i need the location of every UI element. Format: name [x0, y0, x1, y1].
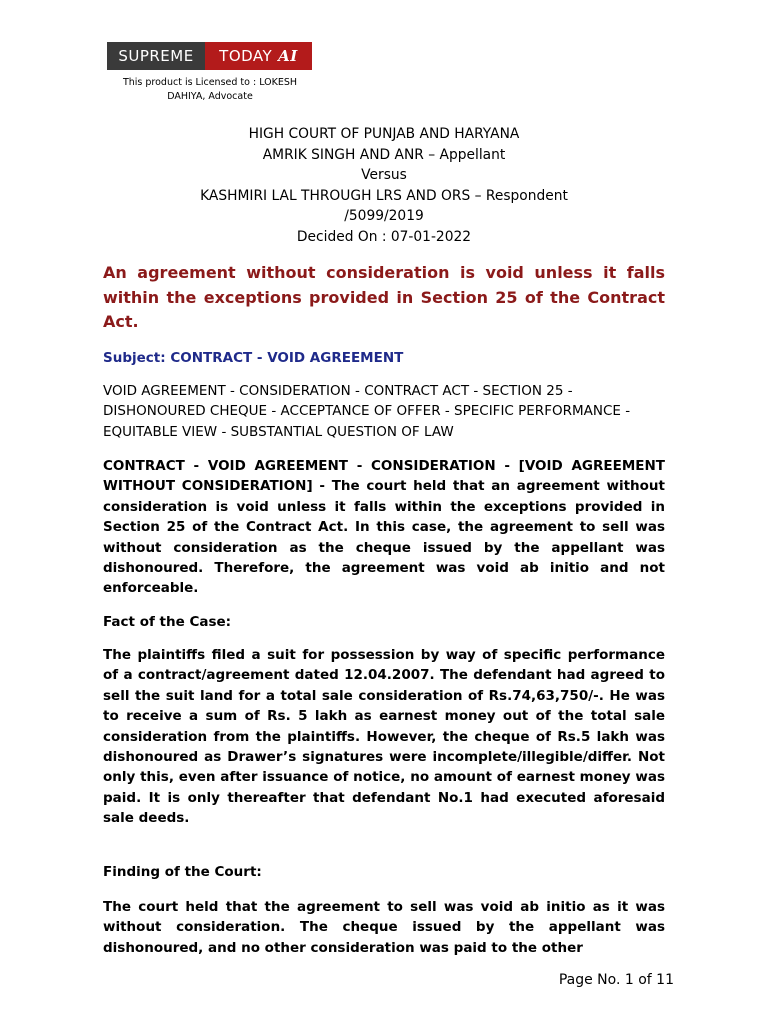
facts-heading: Fact of the Case:: [103, 614, 232, 630]
logo-today-part: [205, 42, 312, 70]
supreme-today-logo: [107, 42, 312, 70]
decided-on: Decided On : 07-01-2022: [296, 228, 472, 245]
page-number: Page No. 1 of 11: [558, 972, 674, 988]
summary-paragraph: CONTRACT - VOID AGREEMENT - CONSIDERATION - [VOID AGREEMENT WITHOUT CONSIDERATION] - The court held that an agreement without consideration is void unless it falls within the exceptions provided in Section 25 of the Contract Act. In this case, the agreement to sell was without consideration as the cheque issued by the appellant was dishonoured. Therefore, the agreement was void ab initio and not enforceable.: [103, 458, 665, 597]
versus-line: Versus: [361, 167, 407, 184]
respondent-line: KASHMIRI LAL THROUGH LRS AND ORS – Respondent: [200, 187, 568, 204]
case-header: [0, 124, 768, 248]
court-name: HIGH COURT OF PUNJAB AND HARYANA: [248, 126, 520, 142]
license-notice: This product is Licensed to : LOKESH DAHIYA, Advocate: [122, 77, 298, 102]
logo-supreme-text: SUPREME: [118, 47, 194, 65]
keywords: VOID AGREEMENT - CONSIDERATION - CONTRACT ACT - SECTION 25 - DISHONOURED CHEQUE - ACCEPTANCE OF OFFER - SPECIFIC PERFORMANCE - EQUITABLE VIEW - SUBSTANTIAL QUESTION OF LAW: [103, 383, 631, 440]
facts-paragraph: The plaintiffs filed a suit for possession by way of specific performance of a contract/agreement dated 12.04.2007. The defendant had agreed to sell the suit land for a total sale consideration of Rs.74,63,750/-. He was to receive a sum of Rs. 5 lakh as earnest money out of the total sale consideration from the plaintiffs. However, the cheque of Rs.5 lakh was dishonoured as Drawer’s signatures were incomplete/illegible/differ. Not only this, even after issuance of notice, no amount of earnest money was paid. It is only thereafter that defendant No.1 had executed aforesaid sale deeds.: [103, 647, 665, 827]
logo-ai-text: AI: [278, 47, 298, 65]
finding-paragraph: The court held that the agreement to sell was void ab initio as it was without consideration. The cheque issued by the appellant was dishonoured, and no other consideration was paid to the other: [103, 899, 665, 956]
headline: An agreement without consideration is void unless it falls within the exceptions provided in Section 25 of the Contract Act.: [103, 263, 665, 331]
logo-supreme-part: [107, 42, 205, 70]
appellant-line: AMRIK SINGH AND ANR – Appellant: [262, 146, 506, 163]
logo-today-text: TODAY: [219, 47, 273, 65]
finding-heading: Finding of the Court:: [103, 864, 262, 880]
subject-line: Subject: CONTRACT - VOID AGREEMENT: [103, 350, 404, 366]
case-number: /5099/2019: [344, 208, 424, 225]
